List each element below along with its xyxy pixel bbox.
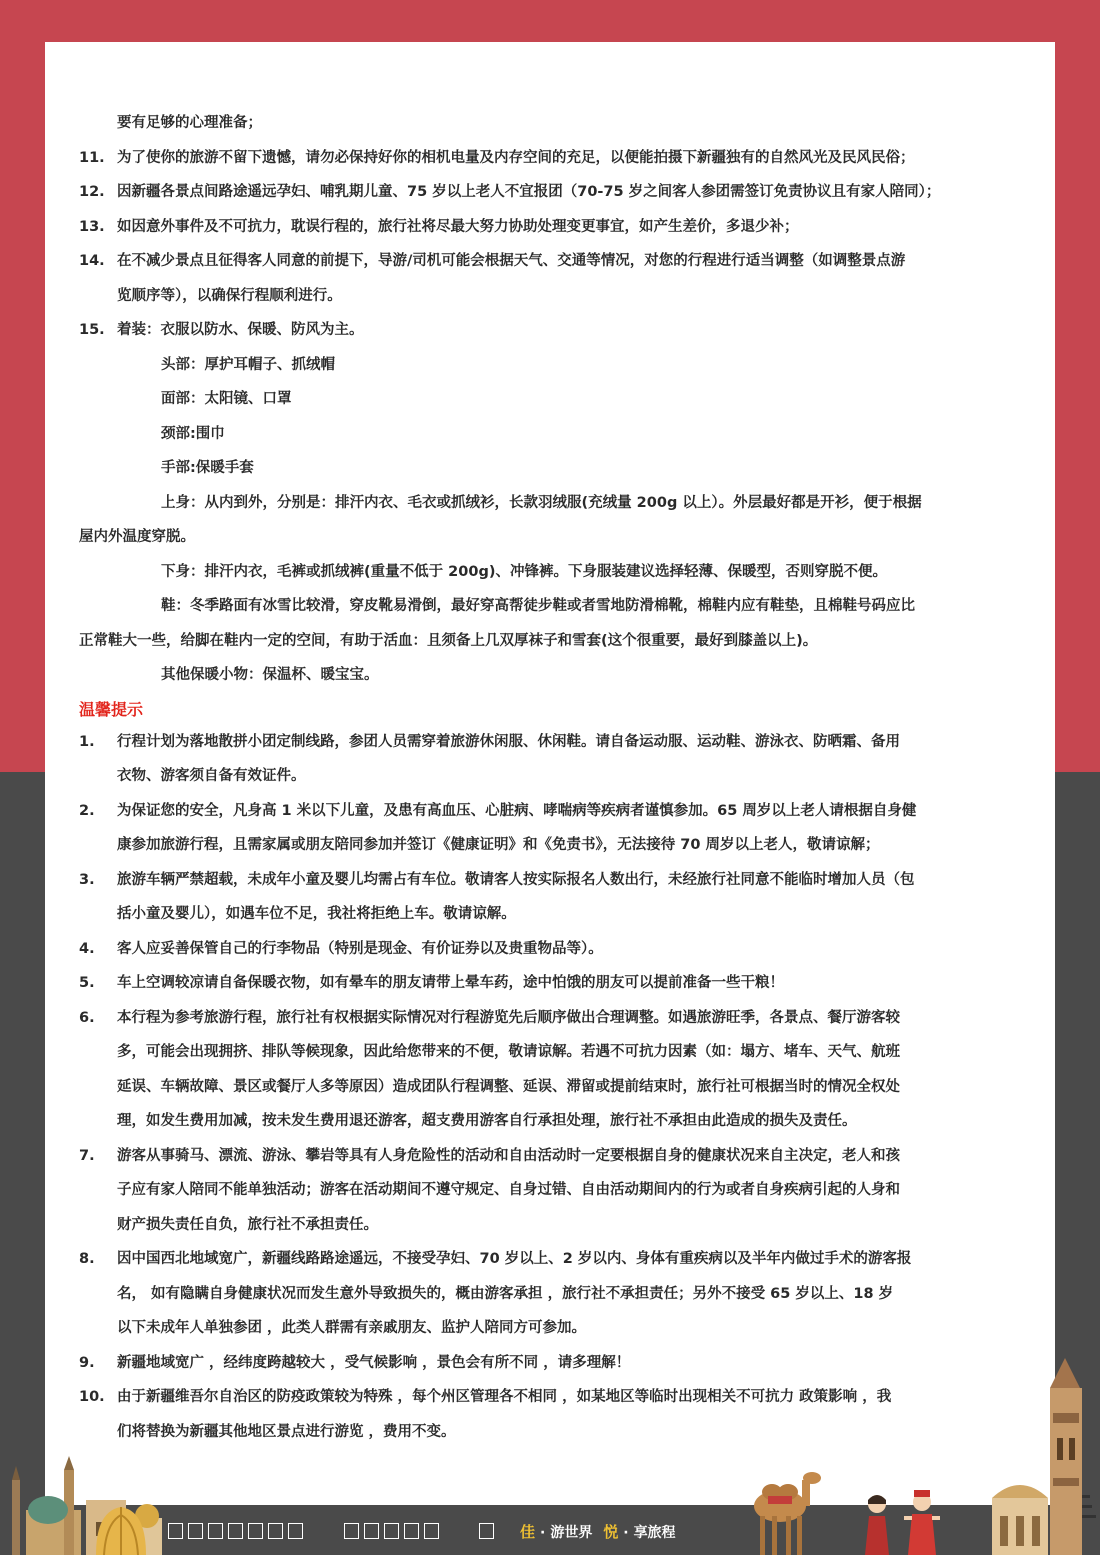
tip-item-continued [79,897,1025,932]
tip-number: 1. [79,733,95,750]
tip-number: 9. [79,1354,95,1371]
tip-item-continued [79,1173,1025,1208]
tip-item-continued [79,1208,1025,1243]
tip-item [79,1346,1025,1381]
tip-number: 10. [79,1389,105,1405]
intro-line: 要有足够的心理准备； [117,115,262,131]
tip-text: 为保证您的安全，凡身高 1 米以下儿童，及患有高血压、心脏病、哮喘病等疾病者谨慎参加。65 周岁以上老人请根据自身健 [117,802,917,819]
tip-item-continued [79,1035,1025,1070]
clothing-shoes: 鞋：冬季路面有冰雪比较滑，穿皮靴易滑倒，最好穿高帮徒步鞋或者雪地防滑棉靴，棉鞋内应有鞋垫，且棉鞋号码应比 [161,598,915,614]
clothing-other: 其他保暖小物：保温杯、暖宝宝。 [161,667,379,683]
list-item-13: 13. 如因意外事件及不可抗力，耽误行程的，旅行社将尽最大努力协助处理变更事宜，如产生差价，多退少补； [79,218,799,235]
tip-item [79,725,1025,760]
tip-text: 财产损失责任自负，旅行社不承担责任。 [117,1216,378,1233]
list-item-11: 11. 为了使你的旅游不留下遗憾，请勿必保持好你的相机电量及内存空间的充足，以便能拍摄下新疆独有的自然风光及民风民俗； [79,149,915,166]
clothing-head: 头部：厚护耳帽子、抓绒帽 [161,356,335,373]
tip-text: 因中国西北地域宽广，新疆线路路途遥远，不接受孕妇、70 岁以上、2 岁以内、身体有重疾病以及半年内做过手术的游客报 [117,1251,912,1267]
clothing-neck: 颈部:围巾 [161,425,225,442]
tip-text: 车上空调较凉请自备保暖衣物，如有晕车的朋友请带上晕车药，途中怕饿的朋友可以提前准备一些干粮！ [117,975,784,991]
list-item-14: 14. 在不减少景点且征得客人同意的前提下，导游/司机可能会根据天气、交通等情况，对您的行程进行适当调整（如调整景点游 [79,253,906,269]
tip-number: 3. [79,871,95,888]
tip-text: 延误、车辆故障、景区或餐厅人多等原因）造成团队行程调整、延误、滞留或提前结束时，旅行社可根据当时的情况全权处 [117,1078,900,1095]
tip-text: 新疆地域宽广 ，经纬度跨越较大 ，受气候影响 ，景色会有所不同 ，请多理解！ [117,1354,631,1371]
tip-item [79,863,1025,898]
tip-item [79,932,1025,967]
tip-text: 括小童及婴儿），如遇车位不足，我社将拒绝上车。敬请谅解。 [117,906,516,922]
tip-item [79,1139,1025,1174]
footer-bar [0,1505,1100,1555]
footer-slogan: 佳 · 游世界 悦 · 享旅程 [520,1523,676,1541]
tip-text: 们将替换为新疆其他地区景点进行游览 ，费用不变。 [117,1423,456,1440]
tip-text: 名， 如有隐瞒自身健康状况而发生意外导致损失的，概由游客承担 ，旅行社不承担责任；另外不接受 65 岁以上、18 岁 [117,1285,894,1302]
tip-item-continued [79,1104,1025,1139]
tip-item [79,794,1025,829]
tip-item-continued [79,1070,1025,1105]
tip-number: 7. [79,1147,95,1164]
tip-number: 8. [79,1251,95,1267]
tip-item-continued [79,759,1025,794]
list-item-14-continued: 览顺序等），以确保行程顺利进行。 [117,287,342,304]
clothing-shoes-continued: 正常鞋大一些，给脚在鞋内一定的空间，有助于活血：且须备上几双厚袜子和雪套(这个很重要，最好到膝盖以上)。 [79,632,818,649]
list-item-12: 12. 因新疆各景点间路途遥远孕妇、哺乳期儿童、75 岁以上老人不宜报团（70-75 岁之间客人参团需签订免责协议且有家人陪同）； [79,184,941,200]
clothing-upper: 上身：从内到外，分别是：排汗内衣、毛衣或抓绒衫，长款羽绒服(充绒量 200g 以上）。外层最好都是开衫，便于根据 [161,494,922,511]
document-body [79,106,1025,1449]
tip-number: 6. [79,1009,95,1026]
clothing-lower: 下身：排汗内衣，毛裤或抓绒裤(重量不低于 200g)、冲锋裤。下身服装建议选择轻薄、保暖型，否则穿脱不便。 [161,563,887,580]
footer-placeholder-glyphs [168,1521,499,1539]
tip-item-continued [79,1277,1025,1312]
tips-heading: 温馨提示 [79,699,144,719]
tip-text: 衣物、游客须自备有效证件。 [117,768,306,784]
tip-text: 由于新疆维吾尔自治区的防疫政策较为特殊 ，每个州区管理各不相同 ，如某地区等临时出现相关不可抗力 政策影响 ，我 [117,1389,892,1405]
tip-text: 子应有家人陪同不能单独活动；游客在活动期间不遵守规定、自身过错、自由活动期间内的行为或者自身疾病引起的人身和 [117,1182,900,1198]
page-sheet [45,42,1055,1505]
tip-item [79,1380,1025,1415]
tip-number: 4. [79,940,95,957]
tip-item-continued [79,1415,1025,1450]
clothing-upper-continued: 屋内外温度穿脱。 [79,529,195,545]
tip-item-continued [79,828,1025,863]
tip-text: 游客从事骑马、漂流、游泳、攀岩等具有人身危险性的活动和自由活动时一定要根据自身的健康状况来自主决定，老人和孩 [117,1147,900,1164]
tip-item [79,966,1025,1001]
tip-text: 理，如发生费用加减，按未发生费用退还游客，超支费用游客自行承担处理，旅行社不承担由此造成的损失及责任。 [117,1113,857,1129]
tip-number: 5. [79,975,95,991]
tip-text: 旅游车辆严禁超载，未成年小童及婴儿均需占有车位。敬请客人按实际报名人数出行，未经旅行社同意不能临时增加人员（包 [117,871,915,888]
tip-number: 2. [79,802,95,819]
tip-text: 多，可能会出现拥挤、排队等候现象，因此给您带来的不便，敬请谅解。若遇不可抗力因素（如：塌方、堵车、天气、航班 [117,1044,900,1060]
tip-item [79,1242,1025,1277]
tip-item [79,1001,1025,1036]
list-item-15: 15. 着装：衣服以防水、保暖、防风为主。 [79,322,364,338]
tips-list [79,725,1025,1450]
tip-text: 行程计划为落地散拼小团定制线路，参团人员需穿着旅游休闲服、休闲鞋。请自备运动服、运动鞋、游泳衣、防晒霜、备用 [117,733,900,750]
tip-text: 康参加旅游行程，且需家属或朋友陪同参加并签订《健康证明》和《免责书》，无法接待 70 周岁以上老人，敬请谅解； [117,837,880,853]
clothing-face: 面部：太阳镜、口罩 [161,391,292,407]
tip-text: 客人应妥善保管自己的行李物品（特别是现金、有价证券以及贵重物品等）。 [117,940,603,957]
tip-item-continued [79,1311,1025,1346]
tip-text: 本行程为参考旅游行程，旅行社有权根据实际情况对行程游览先后顺序做出合理调整。如遇旅游旺季，各景点、餐厅游客较 [117,1009,900,1026]
tip-text: 以下未成年人单独参团 ，此类人群需有亲戚朋友、监护人陪同方可参加。 [117,1320,587,1336]
clothing-hand: 手部:保暖手套 [161,460,254,476]
